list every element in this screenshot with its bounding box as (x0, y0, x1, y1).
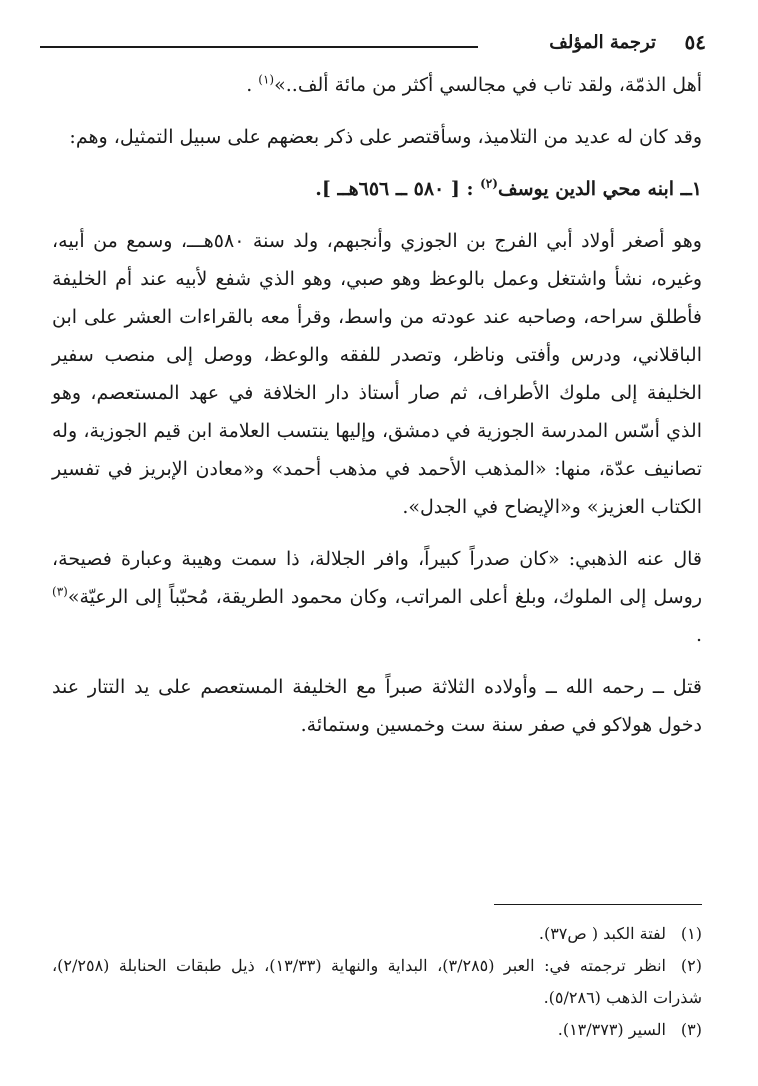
footnote (52, 1014, 702, 1046)
footnote-ref[interactable]: (٣) (52, 584, 68, 599)
paragraph: أهل الذمّة، ولقد تاب في مجالسي أكثر من مائة ألف..»$^{(١)}$ . (246, 72, 702, 96)
footnote-number: (٢) (680, 956, 703, 975)
footnotes (52, 918, 702, 1046)
footnote (52, 918, 702, 950)
footnote-number: (٣) (680, 1020, 702, 1039)
page-header (40, 30, 706, 60)
running-title: ترجمة المؤلف (549, 32, 656, 53)
footnote-number: (١) (680, 924, 702, 943)
paragraph: قال عنه الذهبي: «كان صدراً كبيراً، وافر الجلالة، ذا سمت وهيبة وعبارة فصيحة، روسل إلى الملوك، وبلغ أعلى المراتب، وكان محمود الطريقة، مُحبّباً إلى الرعيّة»$^{(٣)}$ . (52, 548, 702, 646)
paragraph: قتل ــ رحمه الله ــ وأولاده الثلاثة صبراً مع الخليفة المستعصم على يد التتار عند دخول هولاكو في صفر سنة ست وخمسين وستمائة. (52, 676, 702, 736)
footnote-text: السير (١٣/٣٧٣). (557, 1020, 666, 1039)
footnote-text: لفتة الكبد ( ص٣٧). (538, 924, 666, 943)
paragraph: وقد كان له عديد من التلاميذ، وسأقتصر على ذكر بعضهم على سبيل التمثيل، وهم: (69, 126, 702, 148)
footnote-text: انظر ترجمته في: العبر (٣/٢٨٥)، البداية والنهاية (١٣/٣٣)، ذيل طبقات الحنابلة (٢/٢٥٨)، شذرات الذهب (٥/٢٨٦). (52, 956, 702, 1007)
footnote (52, 950, 702, 1014)
main-text (52, 66, 702, 744)
paragraph: وهو أصغر أولاد أبي الفرج بن الجوزي وأنجبهم، ولد سنة ٥٨٠هـــ، وسمع من أبيه، وغيره، نشأ واشتغل وعمل بالوعظ وهو صبي، وهو الذي شفع لأبيه عند أم الخليفة فأطلق سراحه، وصاحبه عند عودته من واسط، وقرأ معه بالقراءات العشر على ابن الباقلاني، ودرس وأفتى وناظر، وتصدر للفقه والوعظ، ووصل إلى منصب سفير الخليفة إلى ملوك الأطراف، ثم صار أستاذ دار الخلافة في عهد المستعصم، وهو الذي أسّس المدرسة الجوزية في دمشق، وإليها ينتسب العلامة ابن قيم الجوزية، وله تصانيف عدّة، منها: «المذهب الأحمد في مذهب أحمد» و«معادن الإبريز في تفسير الكتاب العزيز» و«الإيضاح في الجدل». (52, 230, 702, 518)
header-rule (40, 46, 478, 48)
footnote-ref[interactable]: (١) (258, 72, 275, 87)
section-heading: ١ــ ابنه محي الدين يوسف$^{(٢)}$ : [ ٥٨٠ ــ ٦٥٦هــ ]. (315, 176, 702, 200)
footnote-separator (494, 904, 702, 905)
footnote-ref[interactable]: (٢) (480, 176, 498, 191)
page-number: ٥٤ (684, 30, 706, 54)
